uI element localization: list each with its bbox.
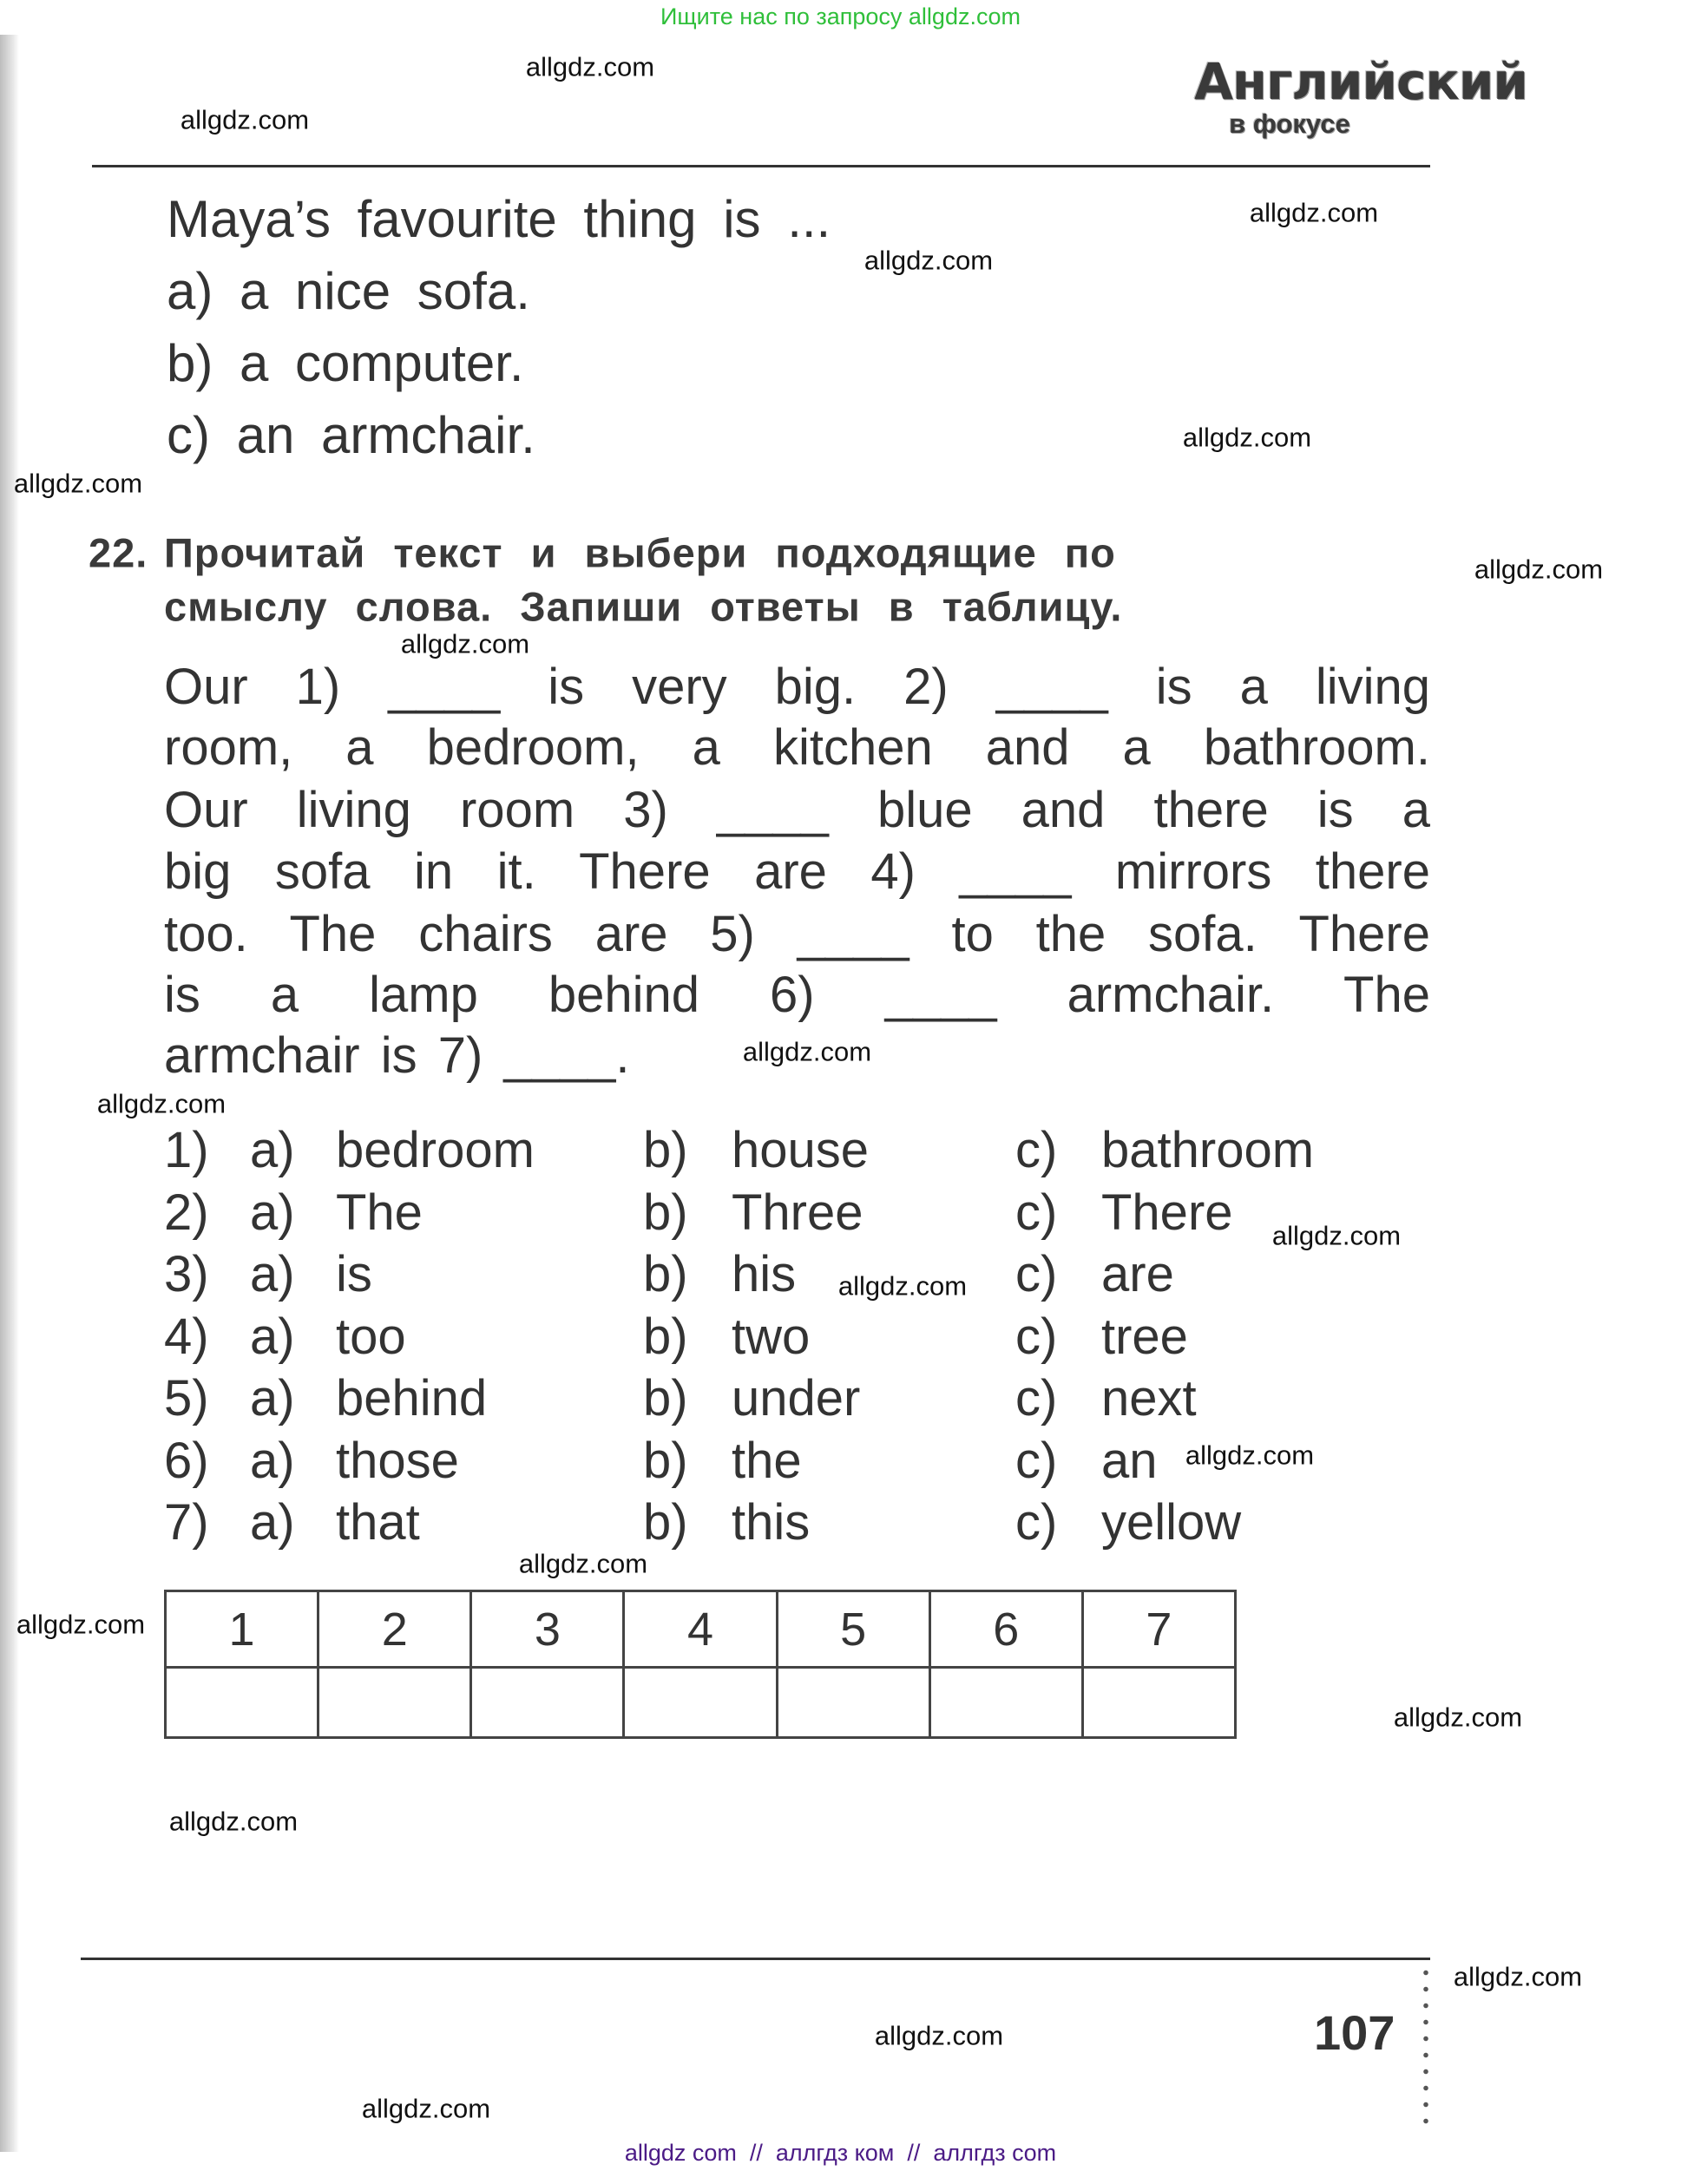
answer-cell[interactable] [624, 1668, 777, 1738]
choice-letter-b: b) [643, 1122, 688, 1178]
choice-option-c: tree [1101, 1308, 1188, 1365]
choice-letter-c: c) [1015, 1184, 1058, 1241]
watermark: allgdz.com [742, 1036, 872, 1067]
task-instruction-line2: смыслу слова. Запиши ответы в таблицу. [164, 583, 1123, 630]
choice-letter-a: a) [250, 1184, 295, 1241]
watermark: allgdz.com [400, 628, 530, 659]
choice-option-c: an [1101, 1432, 1158, 1489]
watermark: allgdz.com [13, 468, 143, 499]
answer-cell[interactable] [471, 1668, 624, 1738]
question-stem: Maya’s favourite thing is ... [167, 190, 831, 248]
task-number: 22. [89, 529, 148, 576]
choice-option-a: The [336, 1184, 423, 1241]
watermark: allgdz.com [518, 1548, 648, 1579]
answer-header-cell: 7 [1082, 1591, 1235, 1668]
paragraph-line: too. The chairs are 5) ____ to the sofa. There [164, 906, 1430, 962]
watermark: allgdz.com [525, 51, 655, 82]
choice-number: 7) [164, 1494, 209, 1551]
choice-option-b: Three [732, 1184, 863, 1241]
watermark: allgdz.com [1393, 1702, 1523, 1733]
question-option-b: b) a computer. [167, 334, 524, 392]
choice-option-b: house [732, 1122, 870, 1178]
answer-header-cell: 5 [777, 1591, 929, 1668]
choice-number: 1) [164, 1122, 209, 1178]
choice-letter-b: b) [643, 1308, 688, 1365]
question-option-c: c) an armchair. [167, 406, 535, 464]
choice-option-b: two [732, 1308, 811, 1365]
watermark: allgdz.com [874, 2020, 1004, 2051]
task-instruction-line1: Прочитай текст и выбери подходящие по [164, 529, 1116, 576]
paragraph-line: room, a bedroom, a kitchen and a bathroom. [164, 719, 1430, 776]
top-search-link[interactable]: Ищите нас по запросу allgdz.com [660, 3, 1021, 30]
header-divider [92, 165, 1430, 167]
choice-option-b: his [732, 1246, 797, 1302]
dotted-cut-line [1423, 1964, 1428, 2134]
watermark: allgdz.com [863, 245, 994, 276]
logo-subtitle: в фокусе [1229, 108, 1350, 139]
choice-letter-c: c) [1015, 1308, 1058, 1365]
paragraph-line: Our 1) ____ is very big. 2) ____ is a living [164, 659, 1430, 715]
choice-number: 5) [164, 1370, 209, 1426]
watermark: allgdz.com [180, 104, 310, 135]
answer-header-cell: 2 [318, 1591, 471, 1668]
choice-option-a: behind [336, 1370, 488, 1426]
choice-letter-b: b) [643, 1494, 688, 1551]
choice-letter-b: b) [643, 1184, 688, 1241]
watermark: allgdz.com [1271, 1220, 1402, 1251]
choice-number: 6) [164, 1432, 209, 1489]
question-option-a: a) a nice sofa. [167, 262, 530, 320]
paragraph-line: Our living room 3) ____ blue and there is a [164, 782, 1430, 838]
choice-letter-a: a) [250, 1122, 295, 1178]
choice-letter-a: a) [250, 1308, 295, 1365]
choice-option-a: that [336, 1494, 420, 1551]
choice-option-a: is [336, 1246, 372, 1302]
choice-letter-c: c) [1015, 1122, 1058, 1178]
choice-option-b: this [732, 1494, 811, 1551]
answer-header-cell: 3 [471, 1591, 624, 1668]
choice-letter-c: c) [1015, 1246, 1058, 1302]
choice-option-c: yellow [1101, 1494, 1242, 1551]
choice-letter-a: a) [250, 1432, 295, 1489]
watermark: allgdz.com [1453, 1961, 1583, 1992]
choice-option-c: bathroom [1101, 1122, 1315, 1178]
choice-option-c: There [1101, 1184, 1233, 1241]
footer-divider [81, 1958, 1430, 1960]
book-logo [1194, 52, 1528, 139]
answer-header-cell: 1 [166, 1591, 318, 1668]
watermark: allgdz.com [1474, 554, 1604, 585]
choice-option-c: next [1101, 1370, 1197, 1426]
watermark: allgdz.com [837, 1270, 968, 1302]
choice-option-c: are [1101, 1246, 1174, 1302]
choice-letter-b: b) [643, 1370, 688, 1426]
paragraph-line: big sofa in it. There are 4) ____ mirrors there [164, 843, 1430, 900]
choice-letter-a: a) [250, 1494, 295, 1551]
answer-header-cell: 6 [929, 1591, 1082, 1668]
logo-title: Английский [1194, 52, 1528, 111]
choice-option-b: the [732, 1432, 802, 1489]
paragraph-line: is a lamp behind 6) ____ armchair. The [164, 967, 1430, 1023]
choice-number: 2) [164, 1184, 209, 1241]
choice-number: 4) [164, 1308, 209, 1365]
choice-letter-b: b) [643, 1432, 688, 1489]
watermark: allgdz.com [361, 2093, 491, 2124]
choice-option-a: those [336, 1432, 459, 1489]
answer-cell[interactable] [777, 1668, 929, 1738]
watermark: allgdz.com [1249, 197, 1379, 228]
page-number: 107 [1314, 2005, 1395, 2060]
choice-letter-c: c) [1015, 1432, 1058, 1489]
watermark: allgdz.com [1182, 422, 1312, 453]
watermark: allgdz.com [168, 1806, 299, 1837]
choice-letter-b: b) [643, 1246, 688, 1302]
answer-cell[interactable] [1082, 1668, 1235, 1738]
answer-cell[interactable] [929, 1668, 1082, 1738]
choice-option-b: under [732, 1370, 861, 1426]
choice-letter-a: a) [250, 1370, 295, 1426]
watermark: allgdz.com [1185, 1440, 1315, 1471]
watermark: allgdz.com [96, 1088, 227, 1119]
answer-cell[interactable] [166, 1668, 318, 1738]
answer-cell[interactable] [318, 1668, 471, 1738]
choice-letter-c: c) [1015, 1370, 1058, 1426]
answer-table [164, 1590, 1237, 1739]
choice-option-a: bedroom [336, 1122, 535, 1178]
page-edge-shadow [0, 35, 19, 2152]
bottom-site-links[interactable]: allgdz com // аллгдз ком // аллгдз com [624, 2140, 1057, 2166]
choice-letter-c: c) [1015, 1494, 1058, 1551]
choice-letter-a: a) [250, 1246, 295, 1302]
watermark: allgdz.com [16, 1609, 146, 1640]
answer-header-cell: 4 [624, 1591, 777, 1668]
paragraph-line: armchair is 7) ____. [164, 1027, 630, 1084]
choice-option-a: too [336, 1308, 406, 1365]
choice-number: 3) [164, 1246, 209, 1302]
